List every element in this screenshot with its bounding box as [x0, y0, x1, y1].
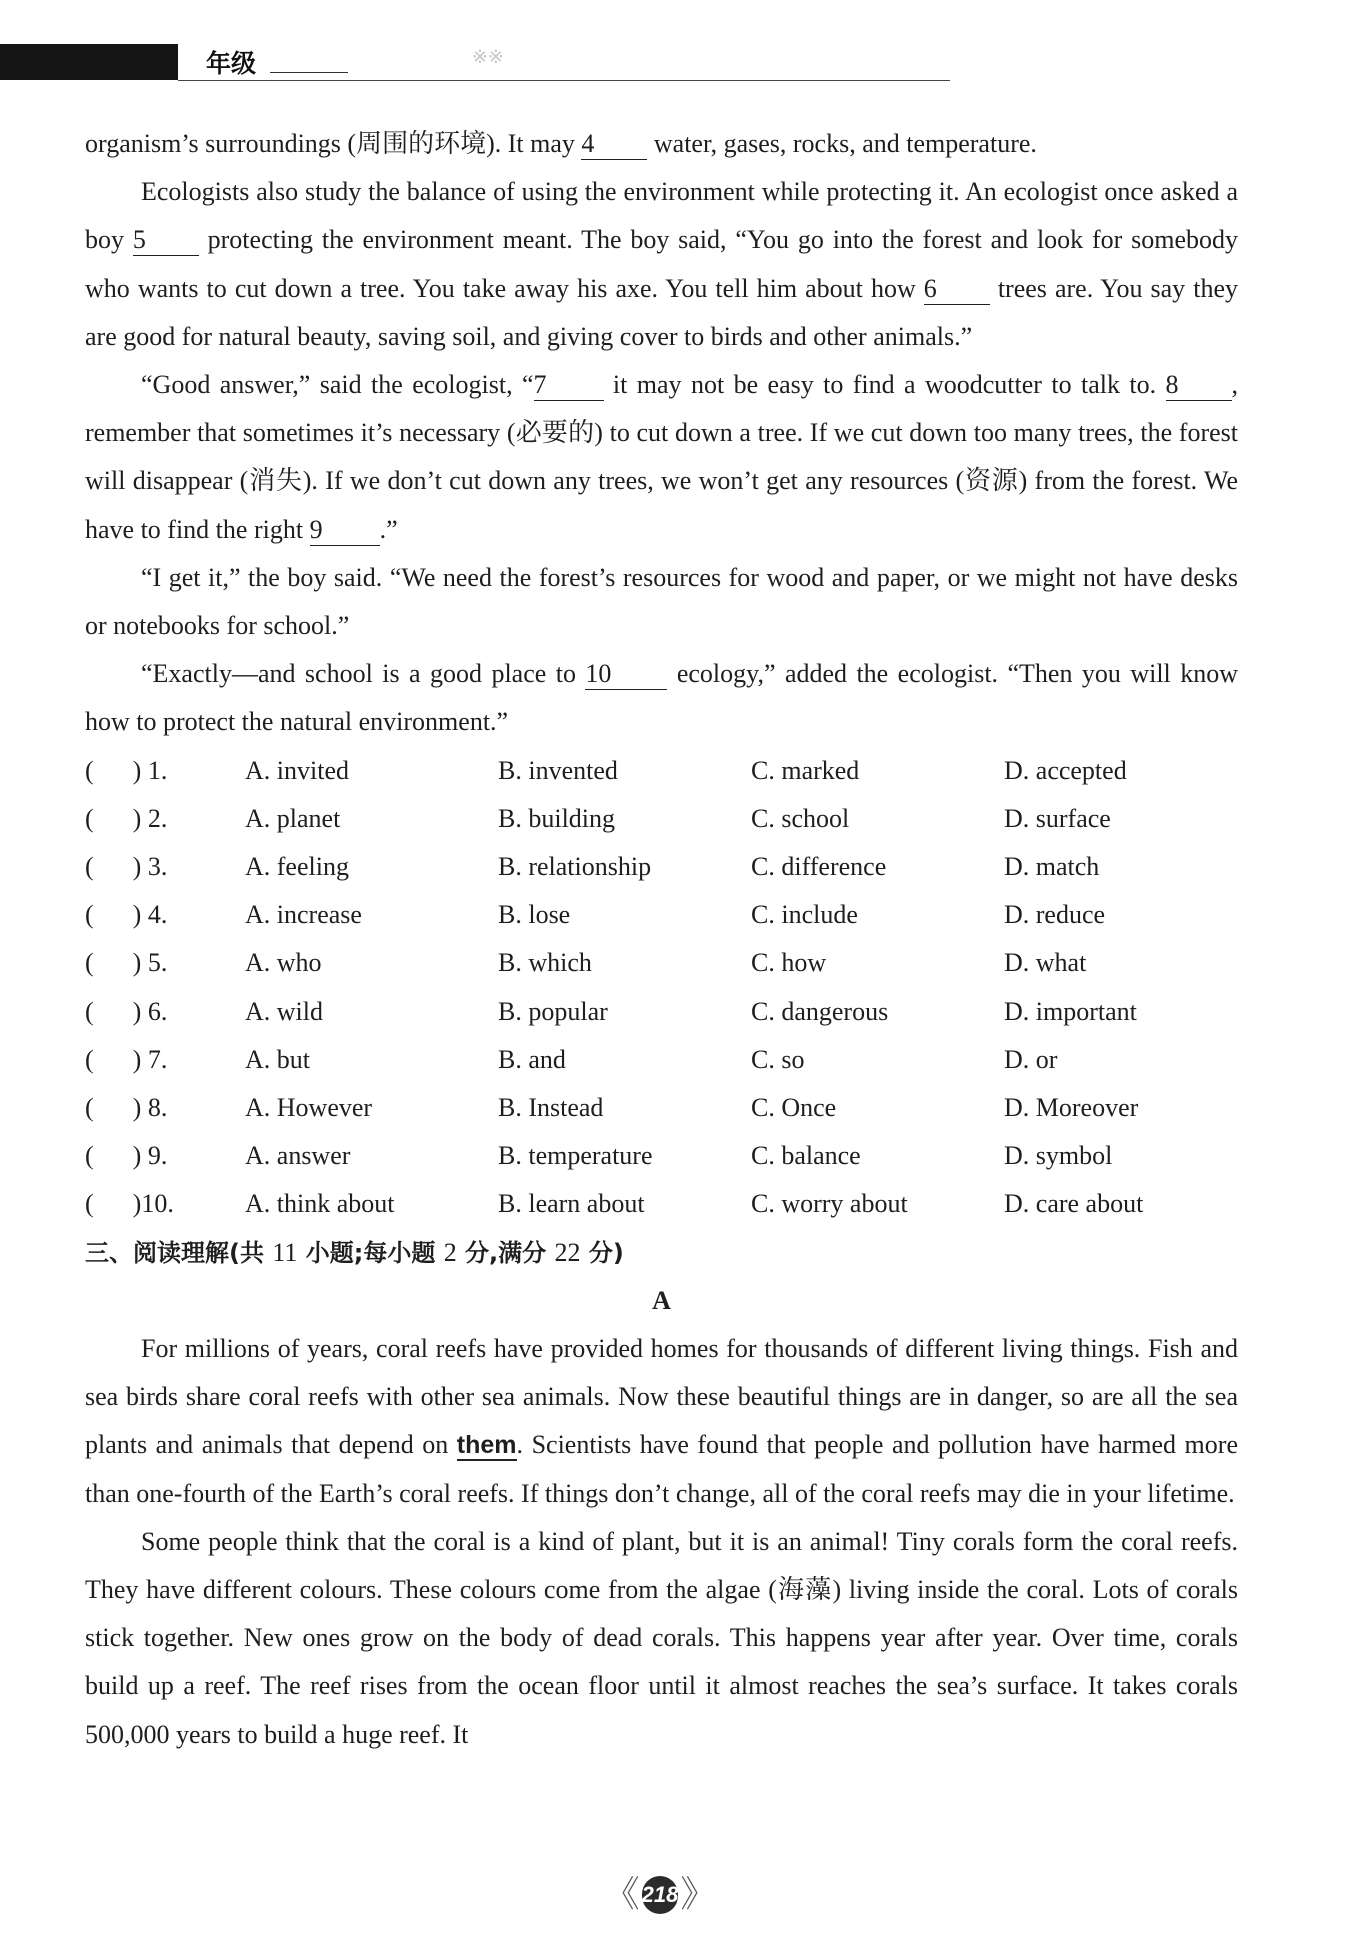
header-black-bar	[0, 44, 178, 80]
option-a: A. who	[245, 948, 322, 978]
option-d: D. symbol	[1004, 1141, 1113, 1171]
text-run: trees are. You say they are good for natural beauty, saving soil, and giving cover to birds and other animals.”	[85, 273, 1238, 351]
option-c: C. how	[751, 948, 827, 978]
option-b: B. and	[498, 1044, 566, 1074]
passage-letter: A	[652, 1285, 671, 1315]
option-d: D. accepted	[1004, 755, 1127, 785]
option-c: C. marked	[751, 755, 860, 785]
section-points-each: 2	[443, 1237, 457, 1267]
section-title-text: 三、阅读理解(共	[85, 1238, 273, 1267]
option-d: D. care about	[1004, 1189, 1144, 1219]
option-c: C. worry about	[751, 1189, 908, 1219]
text-run: .”	[379, 514, 398, 544]
option-row	[85, 747, 1238, 795]
section-title-text: 分,满分	[456, 1238, 555, 1267]
passage-paragraph	[85, 168, 1238, 361]
passage-paragraph	[85, 1518, 1238, 1759]
answer-paren[interactable]: ( ) 3.	[85, 852, 168, 882]
section-title-text: 小题;每小题	[297, 1238, 444, 1267]
option-row	[85, 1180, 1238, 1228]
option-b: B. Instead	[498, 1092, 604, 1122]
option-a: A. planet	[245, 803, 341, 833]
answer-paren[interactable]: ( ) 6.	[85, 996, 168, 1026]
header-faint-text: ※※	[472, 46, 504, 68]
option-b: B. popular	[498, 996, 608, 1026]
referenced-word: them	[456, 1431, 517, 1460]
option-d: D. reduce	[1004, 900, 1106, 930]
page-number: 218	[642, 1876, 679, 1914]
option-b: B. temperature	[498, 1141, 653, 1171]
text-run: “Exactly—and school is a good place to	[141, 659, 586, 689]
text-run: protecting the environment meant. The boy said, “You go into the forest and look for somebody who wants to cut down a tree. You take away his axe. You tell him about how	[85, 225, 1239, 303]
grade-blank-line	[270, 72, 348, 73]
answer-paren[interactable]: ( ) 7.	[85, 1044, 168, 1074]
option-c: C. balance	[751, 1141, 861, 1171]
blank-5: 5	[133, 225, 199, 256]
text-run: For millions of years, coral reefs have provided homes for thousands of different living things. Fish and sea birds share coral reefs with other sea animals. Now these beautiful things are in danger, so are all the sea plants and animals that depend on	[85, 1333, 1238, 1460]
grade-label: 年级	[206, 49, 257, 78]
option-row	[85, 891, 1238, 939]
option-a: A. However	[245, 1092, 373, 1122]
option-c: C. school	[751, 803, 850, 833]
chevron-right-icon: 》	[680, 1874, 717, 1915]
text-run: it may not be easy to find a woodcutter to talk to.	[603, 370, 1166, 400]
passage-paragraph	[85, 361, 1238, 554]
answer-paren[interactable]: ( ) 2.	[85, 803, 168, 833]
text-run: organism’s surroundings (周围的环境). It may	[85, 129, 582, 158]
header-rule	[178, 80, 950, 81]
blank-4: 4	[581, 129, 647, 160]
blank-9: 9	[310, 515, 380, 546]
section-title	[85, 1229, 1238, 1277]
passage-paragraph	[85, 1325, 1238, 1518]
text-run: “I get it,” the boy said. “We need the forest’s resources for wood and paper, or we might not have desks or notebooks for school.”	[85, 562, 1238, 641]
answer-paren[interactable]: ( ) 1.	[85, 755, 168, 785]
page-content	[85, 120, 1238, 1759]
option-row	[85, 939, 1238, 987]
option-row	[85, 1084, 1238, 1132]
option-a: A. answer	[245, 1141, 351, 1171]
text-run: Ecologists also study the balance of using the environment while protecting it. An ecologist once asked a boy	[85, 177, 1238, 255]
option-d: D. important	[1004, 996, 1137, 1026]
option-row	[85, 1036, 1238, 1084]
option-a: A. think about	[245, 1189, 395, 1219]
answer-paren[interactable]: ( ) 9.	[85, 1141, 168, 1171]
passage-paragraph	[85, 120, 1238, 168]
option-b: B. lose	[498, 900, 571, 930]
option-d: D. Moreover	[1004, 1092, 1139, 1122]
option-c: C. dangerous	[751, 996, 889, 1026]
option-row	[85, 795, 1238, 843]
blank-7: 7	[534, 370, 604, 401]
text-run: , remember that sometimes it’s necessary (必要的) to cut down a tree. If we cut down too many trees, the forest will disappear (消失). If we don’t cut down any trees, we won’t get any resources (资源) from the forest. We have to find the right	[85, 370, 1238, 544]
chevron-left-icon: 《	[603, 1874, 640, 1915]
passage-paragraph	[85, 554, 1238, 650]
option-c: C. Once	[751, 1092, 837, 1122]
option-b: B. invented	[498, 755, 618, 785]
option-b: B. which	[498, 948, 592, 978]
section-question-count: 11	[272, 1237, 298, 1267]
answer-paren[interactable]: ( )10.	[85, 1189, 174, 1219]
option-row	[85, 843, 1238, 891]
answer-paren[interactable]: ( ) 8.	[85, 1092, 168, 1122]
option-c: C. so	[751, 1044, 805, 1074]
answer-paren[interactable]: ( ) 5.	[85, 948, 168, 978]
option-b: B. relationship	[498, 852, 652, 882]
option-c: C. difference	[751, 852, 887, 882]
blank-10: 10	[585, 659, 667, 690]
option-d: D. match	[1004, 852, 1100, 882]
answer-paren[interactable]: ( ) 4.	[85, 900, 168, 930]
passage-paragraph	[85, 650, 1238, 746]
option-d: D. surface	[1004, 803, 1111, 833]
option-c: C. include	[751, 900, 858, 930]
option-b: B. learn about	[498, 1189, 645, 1219]
options-list	[85, 747, 1238, 1229]
text-run: ecology,” added the ecologist. “Then you will know how to protect the natural environment.”	[85, 659, 1238, 737]
text-run: Some people think that the coral is a kind of plant, but it is an animal! Tiny corals form the coral reefs. They have different colours. These colours come from the algae (海藻) living inside the coral. Lots of corals stick together. New ones grow on the body of dead corals. This happens year after year. Over time, corals build up a reef. The reef rises from the ocean floor until it almost reaches the sea’s surface. It takes corals 500,000 years to build a huge reef. It	[85, 1526, 1238, 1749]
section-total-points: 22	[554, 1237, 581, 1267]
text-run: . Scientists have found that people and pollution have harmed more than one-fourth of the Earth’s coral reefs. If things don’t change, all of the coral reefs may die in your lifetime.	[85, 1430, 1238, 1508]
section-title-text: 分)	[580, 1238, 624, 1267]
option-row	[85, 1132, 1238, 1180]
option-a: A. feeling	[245, 852, 349, 882]
option-d: D. or	[1004, 1044, 1058, 1074]
option-d: D. what	[1004, 948, 1087, 978]
option-b: B. building	[498, 803, 616, 833]
option-a: A. wild	[245, 996, 323, 1026]
text-run: “Good answer,” said the ecologist, “	[141, 370, 534, 400]
blank-6: 6	[924, 274, 990, 305]
option-a: A. but	[245, 1044, 310, 1074]
blank-8: 8	[1166, 370, 1232, 401]
page-number-badge	[603, 1870, 717, 1920]
option-row	[85, 988, 1238, 1036]
option-a: A. increase	[245, 900, 362, 930]
text-run: water, gases, rocks, and temperature.	[647, 129, 1037, 158]
option-a: A. invited	[245, 755, 349, 785]
